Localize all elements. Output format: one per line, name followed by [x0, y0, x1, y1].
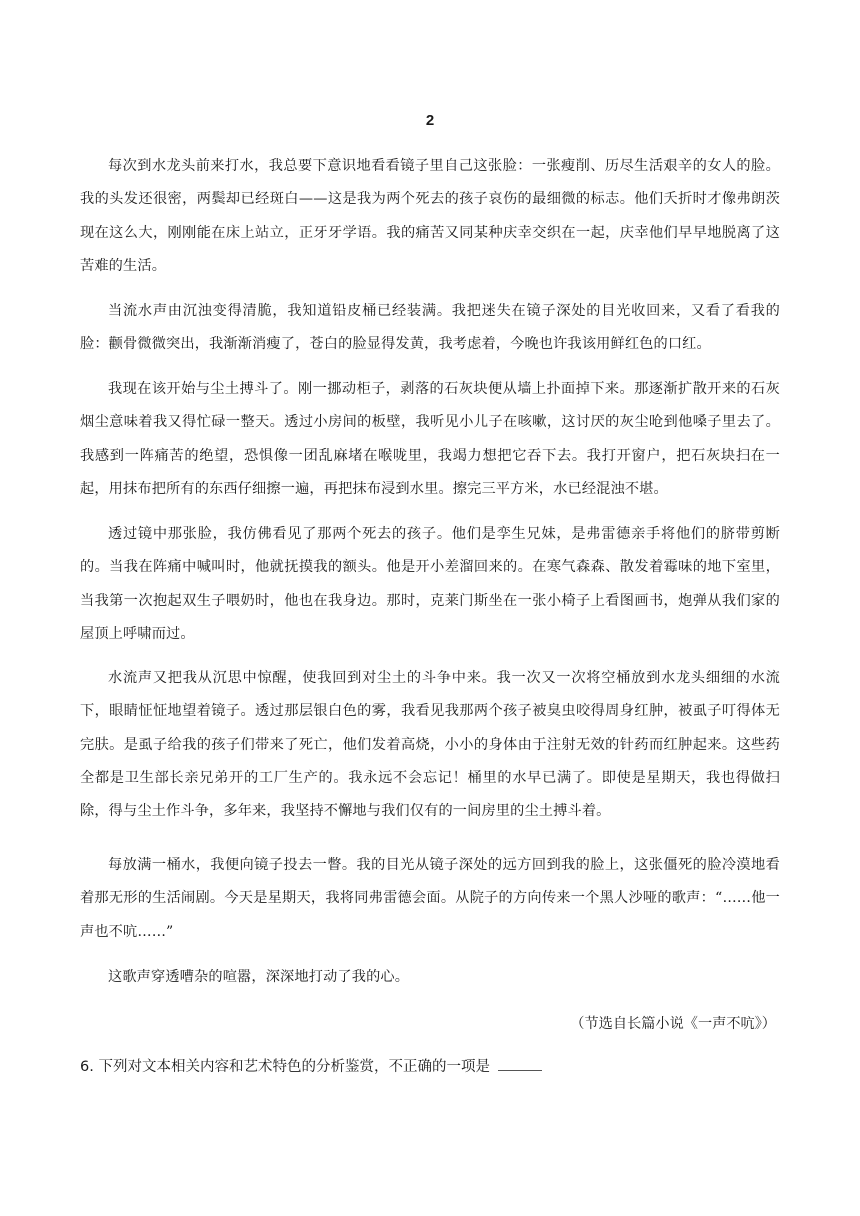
paragraph-4: 透过镜中那张脸，我仿佛看见了那两个死去的孩子。他们是孪生兄妹，是弗雷德亲手将他们的脐带剪断的。当我在阵痛中喊叫时，他就抚摸我的额头。他是开小差溜回来的。在寒气森森、散发着霉味的地下室里，当我第一次抱起双生子喂奶时，他也在我身边。那时，克莱门斯坐在一张小椅子上看图画书，炮弹从我们家的屋顶上呼啸而过。 [80, 526, 780, 642]
paragraph-5: 水流声又把我从沉思中惊醒，使我回到对尘土的斗争中来。我一次又一次将空桶放到水龙头细细的水流下，眼睛怔怔地望着镜子。透过那层银白色的雾，我看见我那两个孩子被臭虫咬得周身红肿，被虱子叮得体无完肤。是虱子给我的孩子们带来了死亡，他们发着高烧，小小的身体由于注射无效的针药而红肿起来。这些药全都是卫生部长亲兄弟开的工厂生产的。我永远不会忘记！桶里的水早已满了。即使是星期天，我也得做扫除，得与尘土作斗争，多年来，我坚持不懈地与我们仅有的一间房里的尘土搏斗着。 [80, 670, 780, 820]
paragraph-7: 这歌声穿透嘈杂的喧嚣，深深地打动了我的心。 [108, 969, 410, 985]
paragraph-2: 当流水声由沉浊变得清脆，我知道铅皮桶已经装满。我把迷失在镜子深处的目光收回来，又看了看我的脸：颧骨微微突出，我渐渐消瘦了，苍白的脸显得发黄，我考虑着，今晚也许我该用鲜红色的口红。 [80, 303, 780, 353]
paragraph-1: 每次到水龙头前来打水，我总要下意识地看看镜子里自己这张脸：一张瘦削、历尽生活艰辛的女人的脸。我的头发还很密，两鬓却已经斑白——这是我为两个死去的孩子哀伤的最细微的标志。他们夭折时才像弗朗茨现在这么大，刚刚能在床上站立，正牙牙学语。我的痛苦又同某种庆幸交织在一起，庆幸他们早早地脱离了这苦难的生活。 [80, 158, 780, 274]
question-text: 6. 下列对文本相关内容和艺术特色的分析鉴赏，不正确的一项是 [80, 1059, 490, 1075]
paragraph-3: 我现在该开始与尘土搏斗了。刚一挪动柜子，剥落的石灰块便从墙上扑面掉下来。那逐渐扩散开来的石灰烟尘意味着我又得忙碌一整天。透过小房间的板壁，我听见小儿子在咳嗽，这讨厌的灰尘呛到他嗓子里去了。我感到一阵痛苦的绝望，恐惧像一团乱麻堵在喉咙里，我竭力想把它吞下去。我打开窗户，把石灰块扫在一起，用抹布把所有的东西仔细擦一遍，再把抹布浸到水里。擦完三平方米，水已经混浊不堪。 [80, 381, 780, 497]
page-number: 2 [425, 112, 435, 129]
answer-blank[interactable] [498, 1056, 542, 1071]
paragraph-6: 每放满一桶水，我便向镜子投去一瞥。我的目光从镜子深处的远方回到我的脸上，这张僵死的脸冷漠地看着那无形的生活闹剧。今天是星期天，我将同弗雷德会面。从院子的方向传来一个黑人沙哑的歌声：“……他一声也不吭……” [80, 857, 780, 940]
source-note: （节选自长篇小说《一声不吭》） [570, 1016, 776, 1032]
question-6 [80, 1055, 542, 1079]
